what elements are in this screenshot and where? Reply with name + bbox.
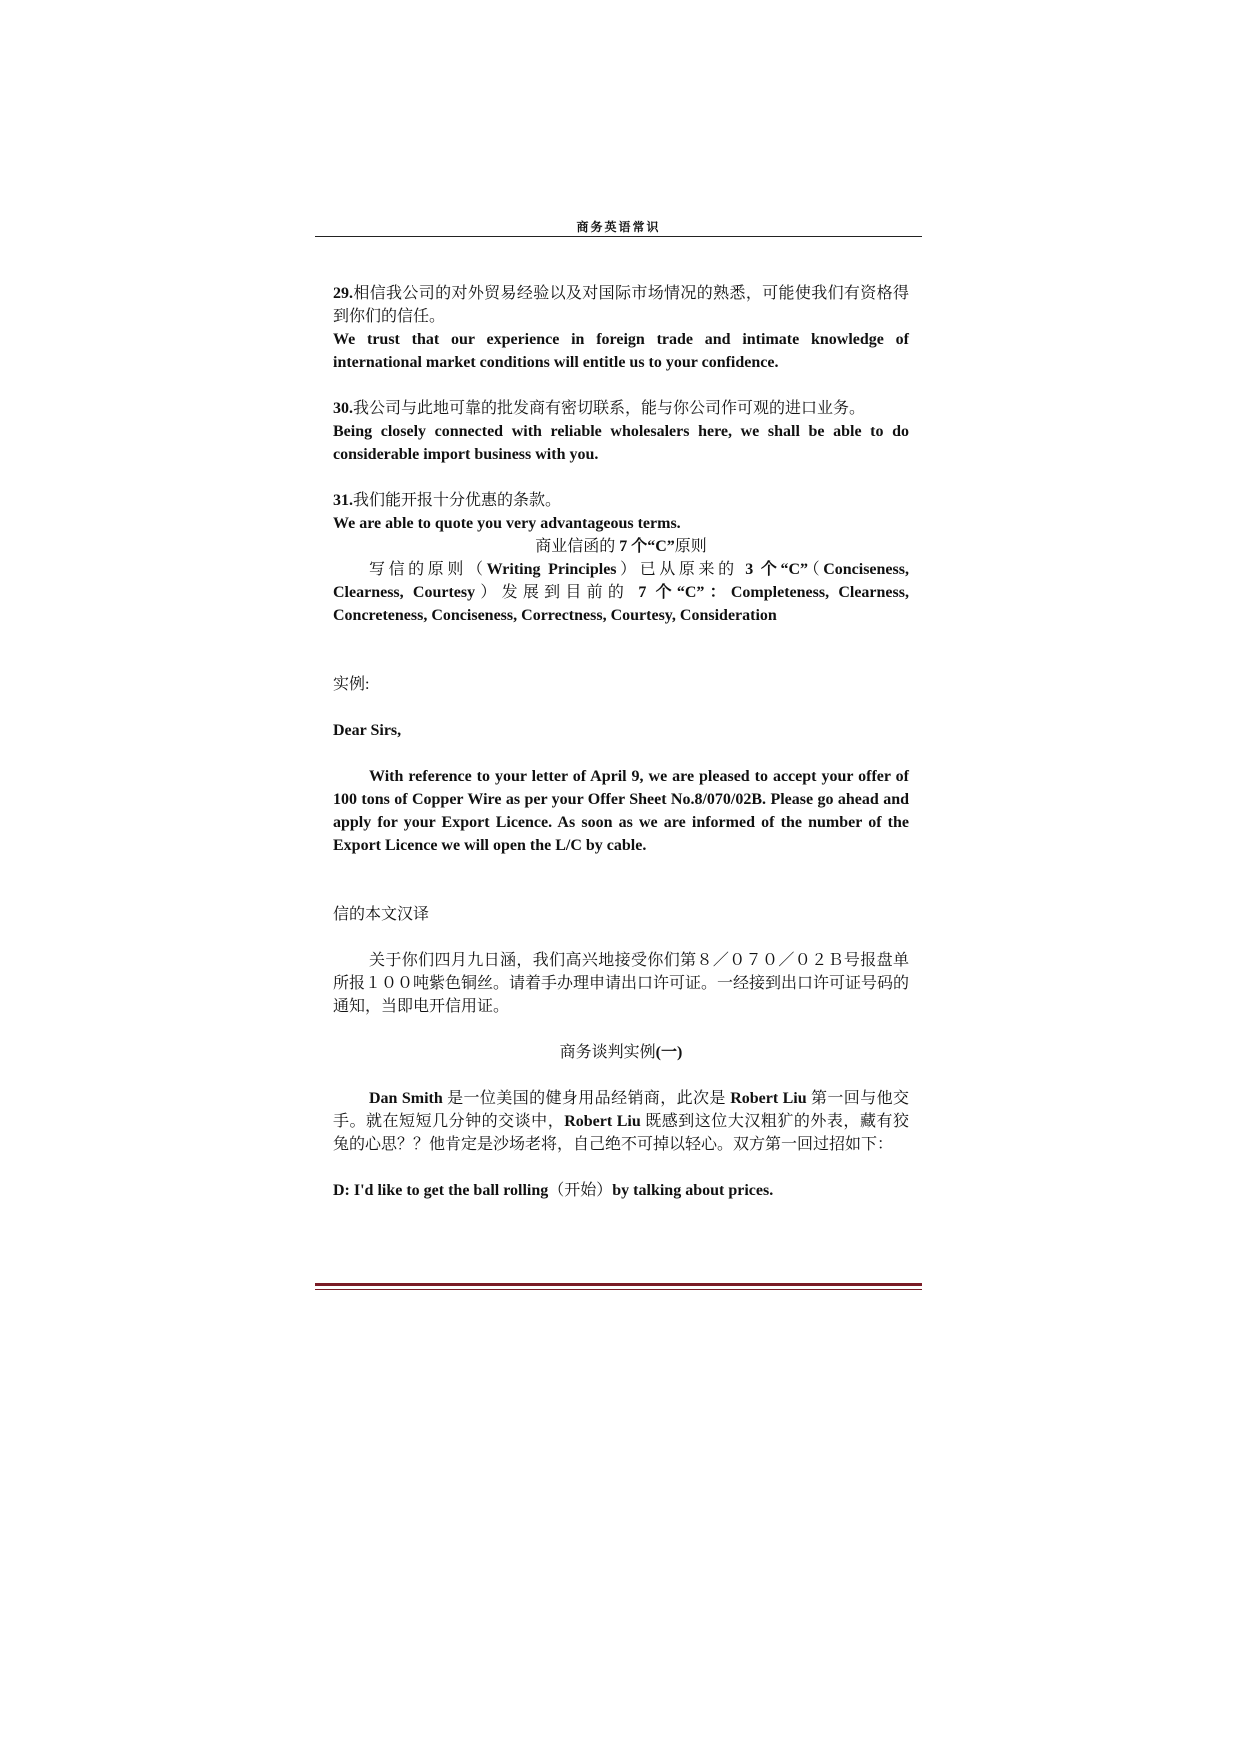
item-30-zh: 30.我公司与此地可靠的批发商有密切联系，能与你公司作可观的进口业务。 — [333, 400, 866, 417]
letter-salutation: Dear Sirs, — [333, 722, 402, 739]
dialogue-line: D: I'd like to get the ball rolling（开始）by talking about prices. — [333, 1182, 774, 1199]
item-30-en: Being closely connected with reliable wholesalers here, we shall be able to do considerable import business with you. — [333, 423, 909, 463]
negotiation-intro: Dan Smith 是一位美国的健身用品经销商，此次是 Robert Liu 第一回与他交手。就在短短几分钟的交谈中，Robert Liu 既感到这位大汉粗犷的外表，藏有狡兔的心思？？他肯定是沙场老将，自己绝不可掉以轻心。双方第一回过招如下： — [333, 1090, 909, 1153]
letter-body: With reference to your letter of April 9, we are pleased to accept your offer of 100 tons of Copper Wire as per your Offer Sheet No.8/070/02B. Please go ahead and apply for your Export Licence. As soon as we are informed of the number of the Export Licence we will open the L/C by cable. — [333, 768, 909, 854]
content-body — [333, 282, 909, 1202]
item-29-zh: 29.相信我公司的对外贸易经验以及对国际市场情况的熟悉，可能使我们有资格得到你们的信任。 — [333, 285, 909, 325]
item-29-en: We trust that our experience in foreign trade and intimate knowledge of international market conditions will entitle us to your confidence. — [333, 331, 909, 371]
header-rule — [315, 236, 922, 237]
translation-label: 信的本文汉译 — [333, 906, 430, 923]
running-header: 商务英语常识 — [576, 220, 661, 234]
translation-body: 关于你们四月九日涵，我们高兴地接受你们第８／０７０／０２Ｂ号报盘单所报１００吨紫色铜丝。请着手办理申请出口许可证。一经接到出口许可证号码的通知，当即电开信用证。 — [333, 952, 910, 1015]
example-label: 实例: — [333, 676, 370, 693]
item-31-zh: 31.我们能开报十分优惠的条款。 — [333, 492, 562, 509]
footer-rule-thin — [315, 1289, 922, 1290]
footer-rule — [315, 1283, 922, 1286]
principles-heading: 商业信函的 7 个“C”原则 — [535, 538, 707, 555]
principles-text: 写信的原则（Writing Principles）已从原来的 3 个“C”（Conciseness, Clearness, Courtesy）发展到目前的 7 个“C”：Completeness, Clearness, Concreteness, Conciseness, Correctness, Courtesy, Consideration — [333, 561, 909, 624]
item-31-en: We are able to quote you very advantageous terms. — [333, 515, 681, 532]
negotiation-title: 商务谈判实例(一) — [559, 1044, 683, 1061]
